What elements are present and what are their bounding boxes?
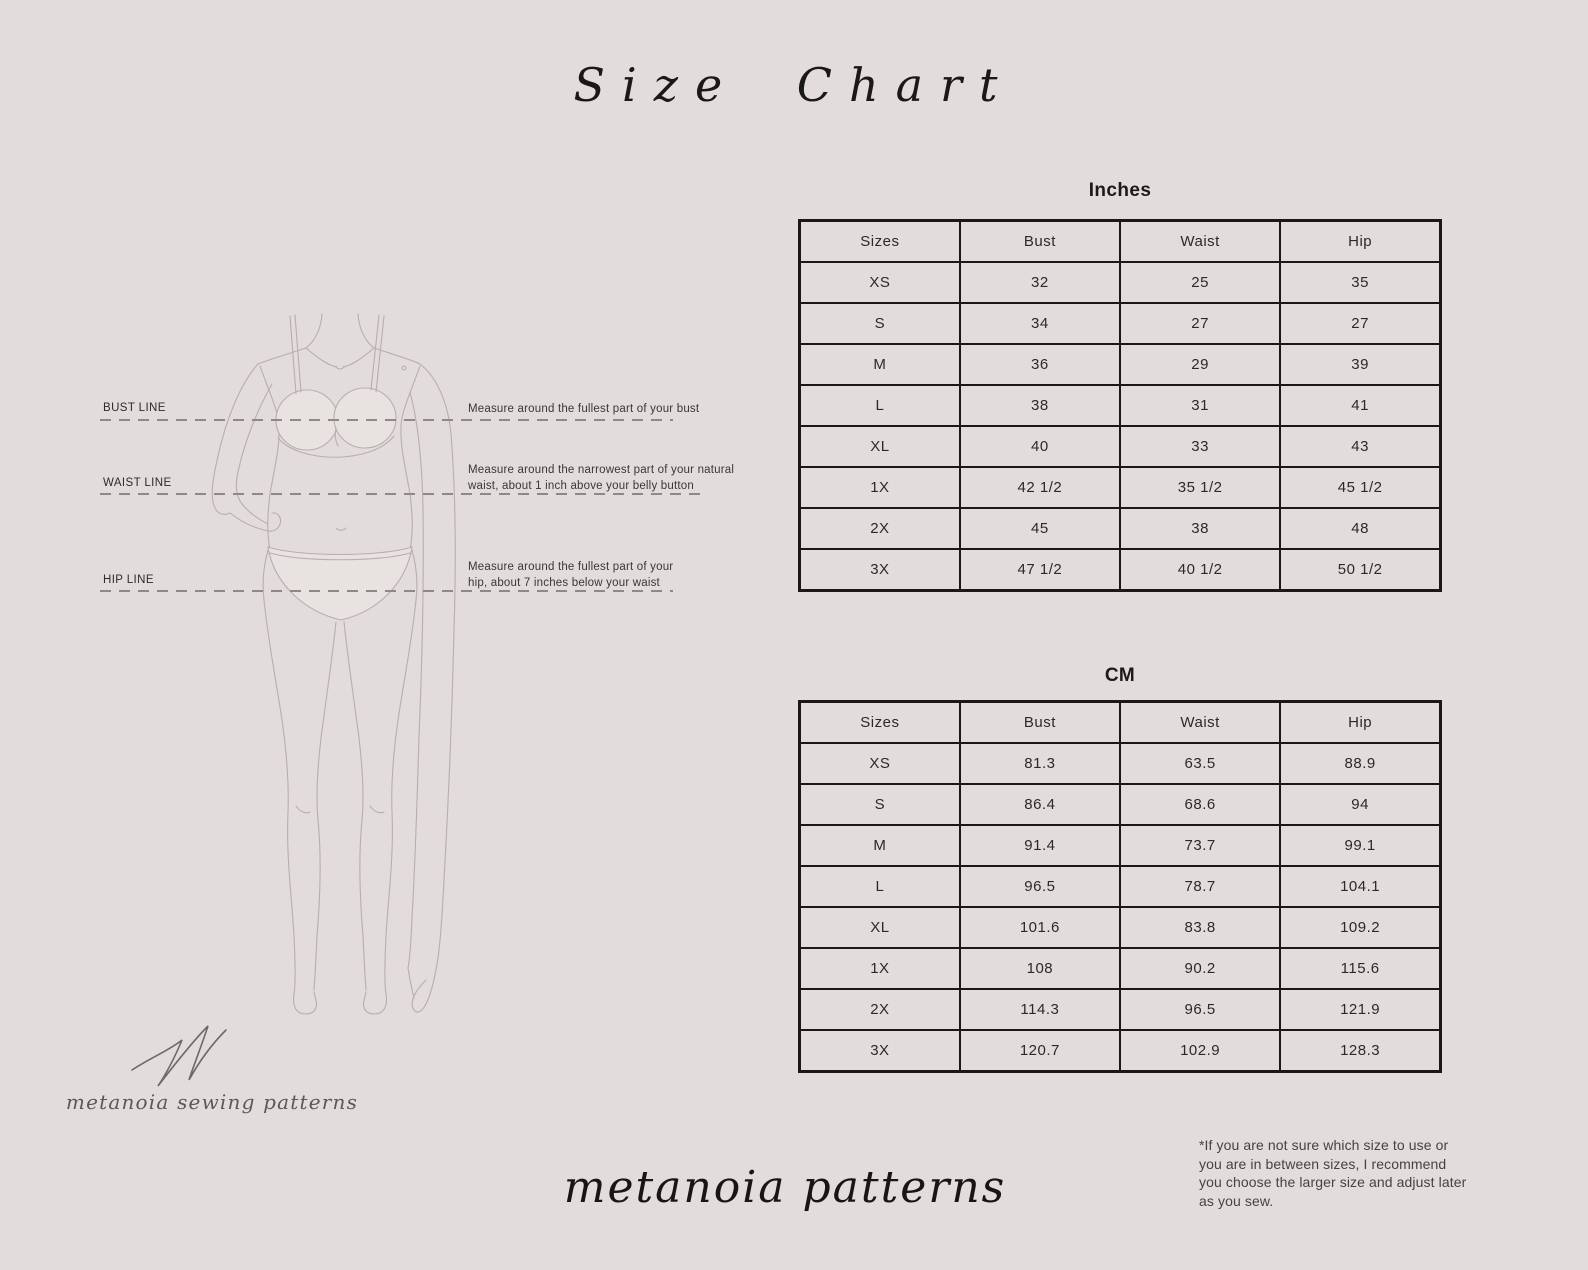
table-row — [800, 426, 1441, 467]
waist-cell: 31 — [1120, 385, 1280, 426]
bust-cell: 96.5 — [960, 866, 1120, 907]
waist-cell: 90.2 — [1120, 948, 1280, 989]
size-cell: S — [800, 784, 960, 825]
column-header: Hip — [1280, 221, 1440, 263]
hip-cell: 41 — [1280, 385, 1440, 426]
table-row — [800, 303, 1441, 344]
bust-cell: 81.3 — [960, 743, 1120, 784]
waist-cell: 83.8 — [1120, 907, 1280, 948]
female-croquis-icon — [160, 300, 490, 1025]
table-row — [800, 907, 1441, 948]
bust-cell: 45 — [960, 508, 1120, 549]
table-row — [800, 467, 1441, 508]
bust-cell: 38 — [960, 385, 1120, 426]
table-row — [800, 743, 1441, 784]
waist-instruction: Measure around the narrowest part of your natural waist, about 1 inch above your belly button — [468, 464, 735, 492]
column-header: Sizes — [800, 702, 960, 744]
bust-cell: 86.4 — [960, 784, 1120, 825]
size-cell: XL — [800, 907, 960, 948]
size-table-cm — [798, 700, 1442, 1073]
hip-line-label: HIP LINE — [103, 574, 154, 586]
hip-cell: 48 — [1280, 508, 1440, 549]
table-row — [800, 866, 1441, 907]
waist-cell: 102.9 — [1120, 1030, 1280, 1072]
size-cell: XS — [800, 743, 960, 784]
hip-cell: 45 1/2 — [1280, 467, 1440, 508]
bust-cell: 36 — [960, 344, 1120, 385]
column-header: Bust — [960, 221, 1120, 263]
size-cell: 2X — [800, 989, 960, 1030]
waist-cell: 38 — [1120, 508, 1280, 549]
size-footnote: *If you are not sure which size to use or you are in between sizes, I recommend you choose the larger size and adjust later as you sew. — [1199, 1137, 1467, 1209]
waist-cell: 96.5 — [1120, 989, 1280, 1030]
waist-cell: 29 — [1120, 344, 1280, 385]
column-header: Waist — [1120, 221, 1280, 263]
hip-cell: 35 — [1280, 262, 1440, 303]
column-header: Waist — [1120, 702, 1280, 744]
cm-heading: CM — [1104, 665, 1136, 686]
bust-instruction: Measure around the fullest part of your bust — [468, 403, 700, 415]
bust-cell: 91.4 — [960, 825, 1120, 866]
table-row — [800, 1030, 1441, 1072]
table-row — [800, 948, 1441, 989]
figure-illustration — [160, 300, 490, 1025]
hip-cell: 109.2 — [1280, 907, 1440, 948]
table-row — [800, 344, 1441, 385]
hip-cell: 94 — [1280, 784, 1440, 825]
bust-line-label: BUST LINE — [103, 402, 166, 414]
size-cell: M — [800, 825, 960, 866]
bust-cell: 114.3 — [960, 989, 1120, 1030]
size-cell: XS — [800, 262, 960, 303]
bust-cell: 108 — [960, 948, 1120, 989]
hip-cell: 115.6 — [1280, 948, 1440, 989]
waist-cell: 33 — [1120, 426, 1280, 467]
table-row — [800, 262, 1441, 303]
size-cell: M — [800, 344, 960, 385]
table-row — [800, 989, 1441, 1030]
hip-cell: 99.1 — [1280, 825, 1440, 866]
hip-cell: 88.9 — [1280, 743, 1440, 784]
size-cell: 2X — [800, 508, 960, 549]
waist-cell: 35 1/2 — [1120, 467, 1280, 508]
page-title: Size Chart — [573, 58, 1015, 112]
table-row — [800, 549, 1441, 591]
size-cell: L — [800, 385, 960, 426]
table-row — [800, 508, 1441, 549]
waist-cell: 25 — [1120, 262, 1280, 303]
hip-instruction: Measure around the fullest part of your hip, about 7 inches below your waist — [468, 561, 674, 589]
size-cell: 1X — [800, 467, 960, 508]
waist-cell: 73.7 — [1120, 825, 1280, 866]
footer-signature: metanoia patterns — [563, 1162, 1007, 1213]
waist-cell: 27 — [1120, 303, 1280, 344]
bust-cell: 40 — [960, 426, 1120, 467]
bust-cell: 120.7 — [960, 1030, 1120, 1072]
inches-heading: Inches — [1088, 180, 1152, 201]
bust-cell: 32 — [960, 262, 1120, 303]
size-cell: S — [800, 303, 960, 344]
bust-cell: 42 1/2 — [960, 467, 1120, 508]
table-row — [800, 825, 1441, 866]
table-row — [800, 784, 1441, 825]
hip-cell: 104.1 — [1280, 866, 1440, 907]
column-header: Bust — [960, 702, 1120, 744]
bust-cell: 47 1/2 — [960, 549, 1120, 591]
bust-cell: 101.6 — [960, 907, 1120, 948]
size-cell: 1X — [800, 948, 960, 989]
waist-cell: 78.7 — [1120, 866, 1280, 907]
column-header: Sizes — [800, 221, 960, 263]
size-cell: 3X — [800, 1030, 960, 1072]
hip-cell: 50 1/2 — [1280, 549, 1440, 591]
bust-cell: 34 — [960, 303, 1120, 344]
waist-cell: 68.6 — [1120, 784, 1280, 825]
waist-cell: 63.5 — [1120, 743, 1280, 784]
monogram-m-icon — [128, 1018, 248, 1093]
hip-cell: 43 — [1280, 426, 1440, 467]
waist-cell: 40 1/2 — [1120, 549, 1280, 591]
column-header: Hip — [1280, 702, 1440, 744]
hip-cell: 39 — [1280, 344, 1440, 385]
waist-line-label: WAIST LINE — [103, 477, 172, 489]
logo-caption: metanoia sewing patterns — [65, 1090, 359, 1114]
size-cell: L — [800, 866, 960, 907]
bust-dashed-line — [100, 419, 673, 421]
hip-cell: 128.3 — [1280, 1030, 1440, 1072]
size-cell: 3X — [800, 549, 960, 591]
table-header-row — [800, 702, 1441, 744]
size-table-inches — [798, 219, 1442, 592]
size-cell: XL — [800, 426, 960, 467]
table-header-row — [800, 221, 1441, 263]
brand-logo — [65, 1018, 359, 1128]
table-row — [800, 385, 1441, 426]
hip-cell: 121.9 — [1280, 989, 1440, 1030]
hip-cell: 27 — [1280, 303, 1440, 344]
